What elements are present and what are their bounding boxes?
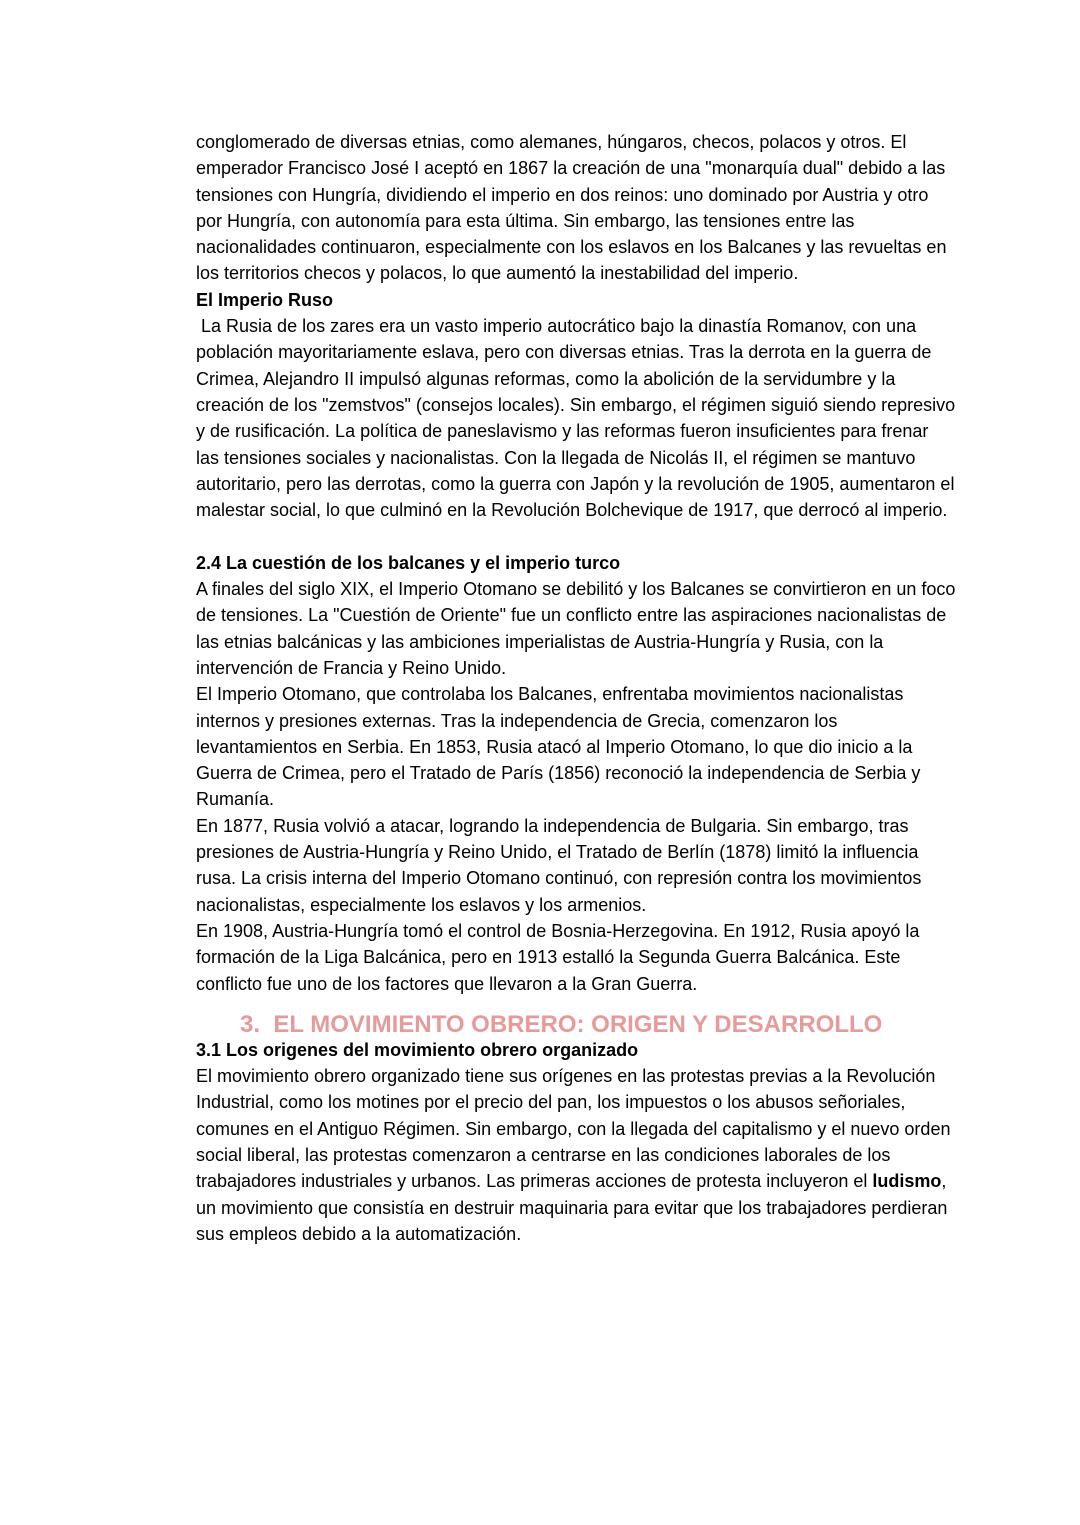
spacer <box>196 523 956 549</box>
text-before-ludismo: El movimiento obrero organizado tiene sus orígenes en las protestas previas a la Revolución Industrial, como los motines por el precio del pan, los impuestos o los abusos señoriales, comunes en el Antiguo Régimen. Sin embargo, con la llegada del capitalismo y el nuevo orden social liberal, las protestas comenzaron a centrarse en las condiciones laborales de los trabajadores industriales y urbanos. Las primeras acciones de protesta incluyeron el <box>196 1066 951 1192</box>
paragraph-origenes-movimiento-obrero <box>196 1063 956 1247</box>
paragraph-balcanes-3: En 1877, Rusia volvió a atacar, logrando la independencia de Bulgaria. Sin embargo, tras presiones de Austria-Hungría y Reino Unido, el Tratado de Berlín (1878) limitó la influencia rusa. La crisis interna del Imperio Otomano continuó, con represión contra los movimientos nacionalistas, especialmente los eslavos y los armenios. <box>196 815 922 915</box>
text-after-ludismo: , un movimiento que consistía en destruir maquinaria para evitar que los trabajadores perdieran sus empleos debido a la automatización. <box>196 1171 948 1244</box>
heading-origenes-movimiento-obrero: 3.1 Los origenes del movimiento obrero organizado <box>196 1039 639 1060</box>
paragraph-imperio-ruso: La Rusia de los zares era un vasto imperio autocrático bajo la dinastía Romanov, con una población mayoritariamente eslava, pero con diversas etnias. Tras la derrota en la guerra de Crimea, Alejandro II impulsó algunas reformas, como la abolición de la servidumbre y la creación de los "zemstvos" (consejos locales). Sin embargo, el régimen siguió siendo represivo y de rusificación. La política de paneslavismo y las reformas fueron insuficientes para frenar las tensiones sociales y nacionalistas. Con la llegada de Nicolás II, el régimen se mantuvo autoritario, pero las derrotas, como la guerra con Japón y la revolución de 1905, aumentaron el malestar social, lo que culminó en la Revolución Bolchevique de 1917, que derrocó al imperio. <box>196 316 961 521</box>
heading-imperio-ruso: El Imperio Ruso <box>196 289 334 310</box>
term-ludismo: ludismo <box>872 1171 942 1192</box>
section-title-movimiento-obrero: 3. EL MOVIMIENTO OBRERO: ORIGEN Y DESARROLLO <box>240 1010 883 1038</box>
heading-cuestion-balcanes: 2.4 La cuestión de los balcanes y el imperio turco <box>196 552 621 573</box>
document-page <box>196 129 961 1247</box>
paragraph-austria-hungria: conglomerado de diversas etnias, como alemanes, húngaros, checos, polacos y otros. El emperador Francisco José I aceptó en 1867 la creación de una "monarquía dual" debido a las tensiones con Hungría, dividiendo el imperio en dos reinos: uno dominado por Austria y otro por Hungría, con autonomía para esta última. Sin embargo, las tensiones entre las nacionalidades continuaron, especialmente con los eslavos en los Balcanes y las revueltas en los territorios checos y polacos, lo que aumentó la inestabilidad del imperio. <box>196 132 947 284</box>
paragraph-balcanes-1: A finales del siglo XIX, el Imperio Otomano se debilitó y los Balcanes se convirtieron en un foco de tensiones. La "Cuestión de Oriente" fue un conflicto entre las aspiraciones nacionalistas de las etnias balcánicas y las ambiciones imperialistas de Austria-Hungría y Rusia, con la intervención de Francia y Reino Unido. <box>196 579 956 678</box>
paragraph-balcanes-2: El Imperio Otomano, que controlaba los Balcanes, enfrentaba movimientos nacionalistas internos y presiones externas. Tras la independencia de Grecia, comenzaron los levantamientos en Serbia. En 1853, Rusia atacó al Imperio Otomano, lo que dio inicio a la Guerra de Crimea, pero el Tratado de París (1856) reconoció la independencia de Serbia y Rumanía. <box>196 684 921 810</box>
paragraph-balcanes-4: En 1908, Austria-Hungría tomó el control de Bosnia-Herzegovina. En 1912, Rusia apoyó la formación de la Liga Balcánica, pero en 1913 estalló la Segunda Guerra Balcánica. Este conflicto fue uno de los factores que llevaron a la Gran Guerra. <box>196 920 920 994</box>
